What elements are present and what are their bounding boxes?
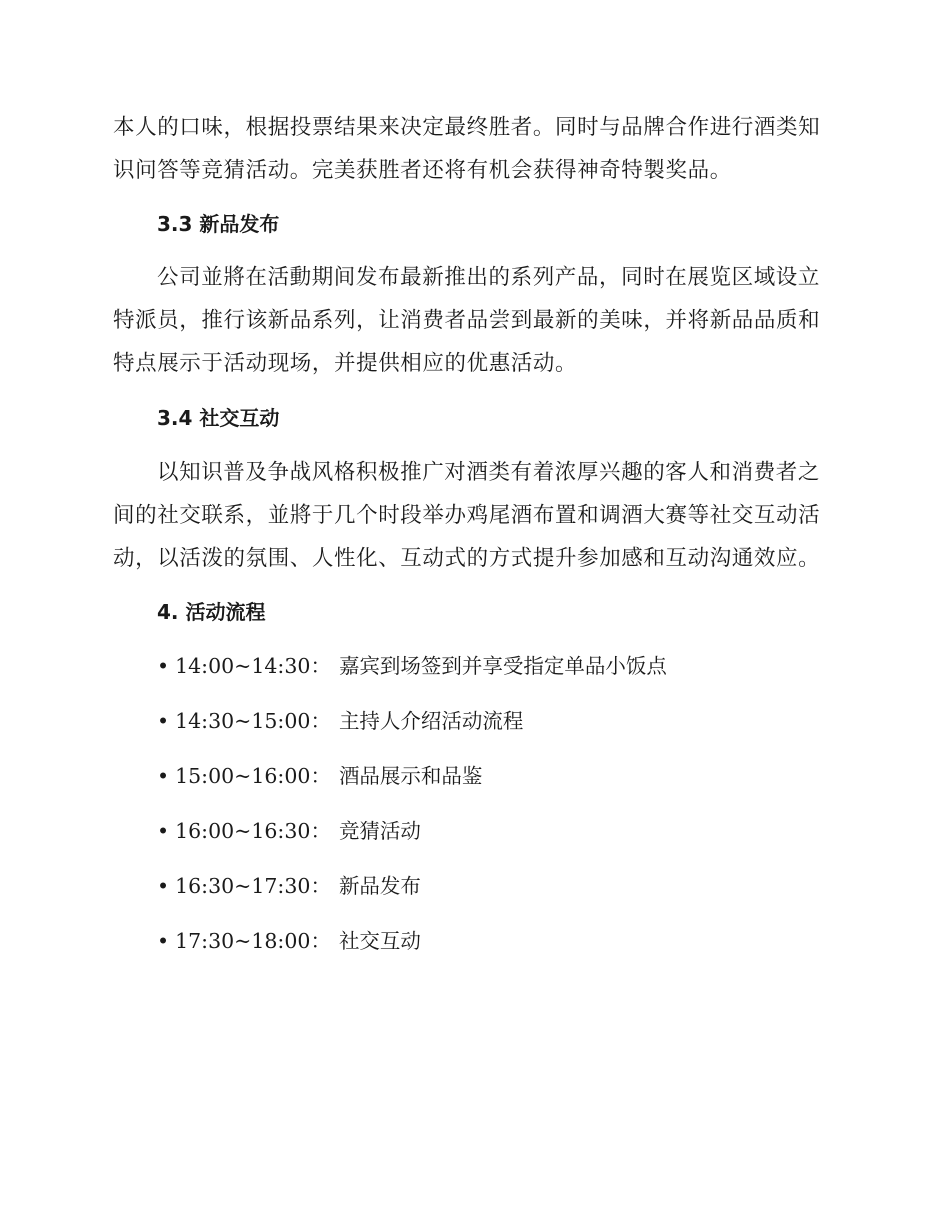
schedule-item (157, 652, 667, 680)
bullet-icon: • (157, 874, 170, 898)
schedule-separator: ： (310, 874, 331, 898)
section-3-4-heading: 3.4 社交互动 (157, 406, 280, 430)
schedule-time: 16:00~16:30 (175, 819, 311, 843)
bullet-icon: • (157, 819, 170, 843)
section-3-3-body: 公司並將在活動期间发布最新推出的系列产品，同时在展览区域设立特派员，推行该新品系列，让消费者品尝到最新的美味，并将新品品质和特点展示于活动现场，并提供相应的优惠活动。 (113, 265, 821, 376)
schedule-separator: ： (310, 709, 331, 733)
schedule-separator: ： (310, 654, 331, 678)
schedule-activity: 嘉宾到场签到并享受指定单品小饭点 (338, 654, 667, 678)
schedule-item (157, 707, 523, 735)
schedule-activity: 酒品展示和品鉴 (338, 764, 483, 788)
schedule-item (157, 872, 421, 900)
schedule-separator: ： (310, 929, 331, 953)
bullet-icon: • (157, 654, 170, 678)
schedule-item (157, 762, 482, 790)
schedule-time: 16:30~17:30 (175, 874, 311, 898)
section-4-heading: 4. 活动流程 (157, 600, 266, 624)
bullet-icon: • (157, 929, 170, 953)
schedule-time: 17:30~18:00 (175, 929, 311, 953)
schedule-separator: ： (310, 819, 331, 843)
schedule-time: 14:00~14:30 (175, 654, 311, 678)
bullet-icon: • (157, 764, 170, 788)
section-3-4-body: 以知识普及争战风格积极推广对酒类有着浓厚兴趣的客人和消费者之间的社交联系，並將于几个时段举办鸡尾酒布置和调酒大赛等社交互动活动，以活泼的氛围、人性化、互动式的方式提升参加感和互动沟通效应。 (113, 460, 821, 571)
schedule-time: 15:00~16:00 (175, 764, 311, 788)
schedule-item (157, 927, 421, 955)
schedule-activity: 新品发布 (338, 874, 421, 898)
section-3-3-heading: 3.3 新品发布 (157, 212, 280, 236)
schedule-activity: 竞猜活动 (338, 819, 421, 843)
continuation-paragraph: 本人的口味，根据投票结果来决定最终胜者。同时与品牌合作进行酒类知识问答等竞猜活动。完美获胜者还将有机会获得神奇特製奖品。 (113, 115, 821, 183)
schedule-item (157, 817, 421, 845)
schedule-activity: 主持人介绍活动流程 (338, 709, 524, 733)
schedule-separator: ： (310, 764, 331, 788)
schedule-activity: 社交互动 (338, 929, 421, 953)
schedule-time: 14:30~15:00 (175, 709, 311, 733)
bullet-icon: • (157, 709, 170, 733)
